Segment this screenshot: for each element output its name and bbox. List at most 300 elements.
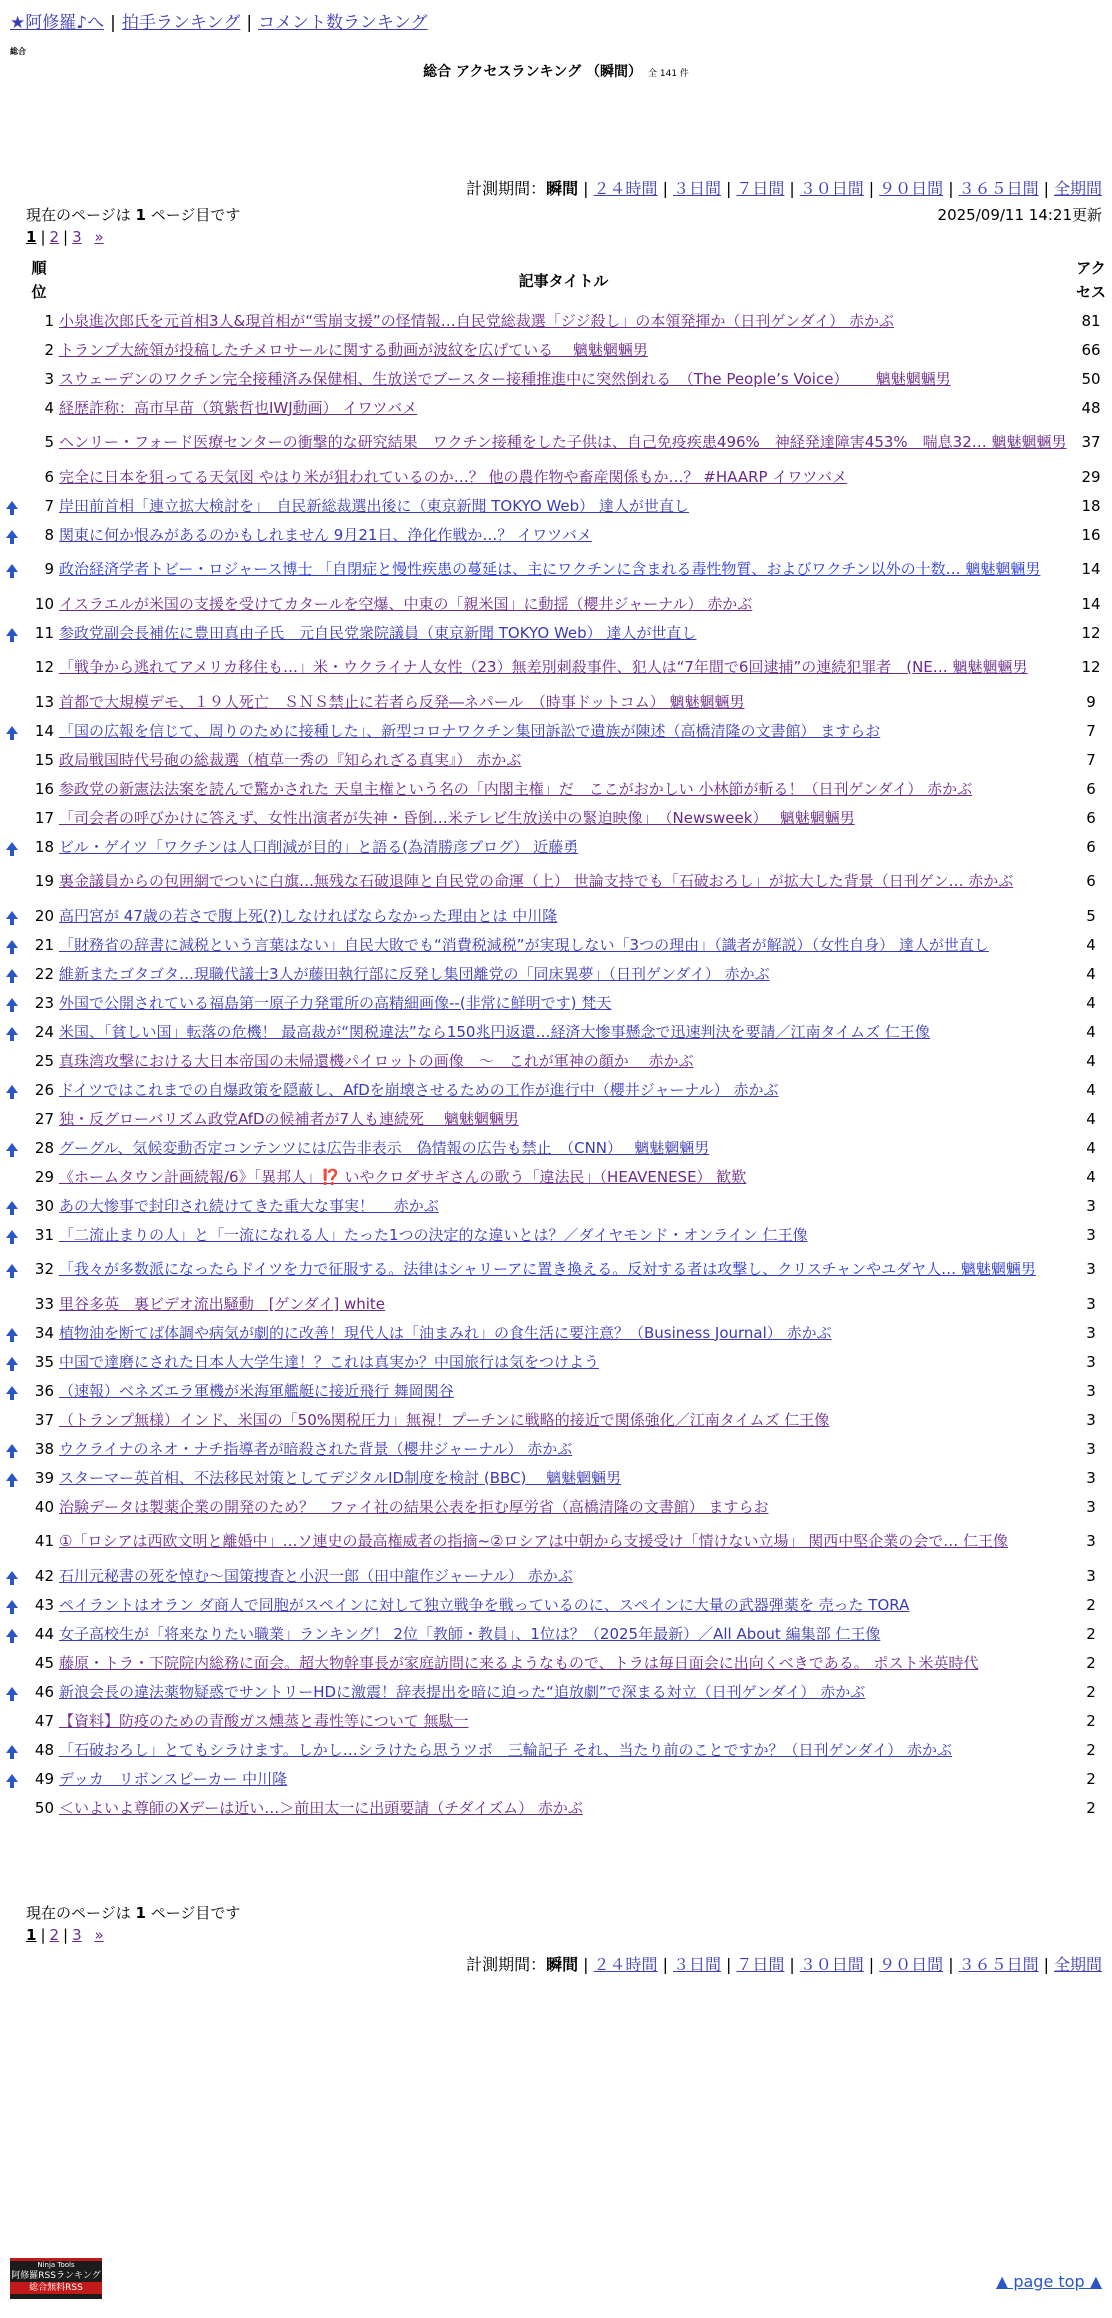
pager-separator: | — [63, 228, 69, 246]
access-count: 3 — [1086, 1381, 1096, 1400]
rank-number: 40 — [34, 1497, 54, 1516]
updated-timestamp: 2025/09/11 14:21更新 — [937, 206, 1102, 224]
article-title-link[interactable]: 参政党の新憲法法案を読んで驚かされた 天皇主権という名の「内閣主権」だ ここがおかしい 小林節が斬る！（日刊ゲンダイ） 赤かぶ — [59, 779, 973, 798]
rank-up-arrow-icon — [6, 1571, 18, 1579]
rank-number: 18 — [34, 837, 54, 856]
rank-up-arrow-icon — [6, 530, 18, 538]
access-count: 4 — [1086, 1167, 1096, 1186]
rank-change-cell — [0, 422, 24, 462]
rank-number: 29 — [34, 1167, 54, 1186]
period-option-link[interactable]: 全期間 — [1053, 1955, 1102, 1974]
rank-change-cell — [0, 1347, 24, 1376]
table-row — [0, 1249, 1112, 1289]
table-row — [0, 930, 1112, 959]
rank-change-cell — [0, 393, 24, 422]
rank-number: 15 — [34, 750, 54, 769]
period-option-link[interactable]: ３６５日間 — [958, 179, 1039, 198]
rank-up-arrow-icon — [6, 628, 18, 636]
article-title-link[interactable]: ①「ロシアは西欧文明と離婚中」…ソ連史の最高権威者の指摘~②ロシアは中朝から支援受け「情けない立場」 関西中堅企業の会で… 仁王像 — [59, 1532, 1009, 1550]
rank-change-cell — [0, 589, 24, 618]
rank-change-cell — [0, 1764, 24, 1793]
period-option-link[interactable]: ３日間 — [672, 1955, 721, 1974]
rank-change-cell — [0, 549, 24, 589]
pager-bottom — [26, 1926, 104, 1944]
period-option-link[interactable]: ２４時間 — [593, 1955, 658, 1974]
title-cell — [57, 335, 1070, 364]
rank-change-cell — [0, 364, 24, 393]
nav-separator: | — [246, 13, 253, 33]
access-count: 50 — [1081, 369, 1101, 388]
access-count: 4 — [1086, 1138, 1096, 1157]
table-row — [0, 335, 1112, 364]
clap-ranking-link[interactable]: 拍手ランキング — [121, 13, 241, 33]
rank-number: 48 — [34, 1740, 54, 1759]
access-count: 29 — [1081, 467, 1101, 486]
rank-change-cell — [0, 335, 24, 364]
rank-number: 26 — [34, 1080, 54, 1099]
table-row — [0, 618, 1112, 647]
period-option-link[interactable]: ３日間 — [672, 179, 721, 198]
article-title-link[interactable]: 女子高校生が「将来なりたい職業」ランキング！ 2位「教師・教員」、1位は？（2025年最新）／All About 編集部 仁王像 — [59, 1624, 881, 1643]
article-title-link[interactable]: デッカ リボンスピーカー 中川隆 — [59, 1769, 288, 1788]
pager-separator: | — [40, 228, 46, 246]
article-title-link[interactable]: 「二流止まりの人」と「一流になれる人」たった1つの決定的な違いとは？／ダイヤモンド・オンライン 仁王像 — [59, 1225, 808, 1244]
table-row — [0, 549, 1112, 589]
page-info-post: ページ目です — [145, 206, 241, 224]
rank-up-arrow-icon — [6, 1386, 18, 1394]
table-row — [0, 687, 1112, 716]
article-title-link[interactable]: 「我々が多数派になったらドイツを力で征服する。法律はシャリーアに置き換える。反対する者は攻撃し、クリスチャンやユダヤ人… 魑魅魍魎男 — [59, 1260, 1036, 1278]
pager-separator: | — [40, 1926, 46, 1944]
access-count: 2 — [1086, 1769, 1096, 1788]
rank-number: 13 — [34, 692, 54, 711]
rank-number: 45 — [34, 1653, 54, 1672]
table-row — [0, 1405, 1112, 1434]
rank-number: 31 — [34, 1225, 54, 1244]
page-info-post: ページ目です — [145, 1904, 241, 1922]
title-cell — [57, 1521, 1070, 1561]
pager-page-link[interactable]: 1 — [26, 228, 37, 246]
article-title-link[interactable]: 岸田前首相「連立拡大検討を」 自民新総裁選出後に（東京新聞 TOKYO Web） 達人が世直し — [59, 496, 689, 515]
rank-change-cell — [0, 1075, 24, 1104]
article-title-link[interactable]: トランプ大統領が投稿したチメロサールに関する動画が波紋を広げている 魑魅魍魎男 — [59, 340, 648, 359]
access-count: 4 — [1086, 1022, 1096, 1041]
rank-change-cell — [0, 618, 24, 647]
rank-change-cell — [0, 959, 24, 988]
article-title-link[interactable]: 高円宮が 47歳の若さで腹上死(?)しなければならなかった理由とは 中川隆 — [59, 906, 558, 925]
period-option-link[interactable]: ３６５日間 — [958, 1955, 1039, 1974]
rank-up-arrow-icon — [6, 564, 18, 572]
access-count: 3 — [1086, 1260, 1096, 1278]
article-title-link[interactable]: グーグル、気候変動否定コンテンツには広告非表示 偽情報の広告も禁止 （CNN） 魑魅魍魎男 — [59, 1138, 710, 1157]
header-count: アクセス — [1075, 259, 1106, 301]
title-cell — [57, 491, 1070, 520]
access-count: 7 — [1086, 750, 1096, 769]
period-separator: | — [789, 179, 795, 198]
period-separator: | — [948, 179, 954, 198]
rank-change-cell — [0, 901, 24, 930]
period-option-link[interactable]: ７日間 — [736, 1955, 785, 1974]
table-row — [0, 1521, 1112, 1561]
article-title-link[interactable]: 関東に何か恨みがあるのかもしれません 9月21日、浄化作戦か…？ イワツバメ — [59, 525, 592, 544]
title-cell — [57, 1405, 1070, 1434]
title-cell — [57, 1648, 1070, 1677]
table-row — [0, 1318, 1112, 1347]
top-nav — [10, 8, 428, 33]
rank-number: 50 — [34, 1798, 54, 1817]
article-title-link[interactable]: 中国で達磨にされた日本人大学生達！？これは真実か？中国旅行は気をつけよう — [59, 1352, 600, 1371]
article-title-link[interactable]: 藤原・トラ・下院院内総務に面会。超大物幹事長が家庭訪問に来るようなもので、トラは毎日面会に出向くべきである。 ポスト米英時代 — [59, 1653, 979, 1672]
title-cell — [57, 647, 1070, 687]
access-count: 66 — [1081, 340, 1101, 359]
title-cell — [57, 462, 1070, 491]
access-count: 2 — [1086, 1595, 1096, 1614]
title-cell — [57, 1764, 1070, 1793]
article-title-link[interactable]: 政治経済学者トビー・ロジャース博士 「自閉症と慢性疾患の蔓延は、主にワクチンに含まれる毒性物質、およびワクチン以外の十数… 魑魅魍魎男 — [59, 560, 1041, 578]
title-cell — [57, 687, 1070, 716]
article-title-link[interactable]: ドイツではこれまでの自爆政策を隠蔽し、AfDを崩壊させるための工作が進行中（櫻井ジャーナル） 赤かぶ — [59, 1080, 779, 1099]
period-separator: | — [1043, 179, 1049, 198]
access-count: 3 — [1086, 1566, 1096, 1585]
rank-change-cell — [0, 306, 24, 335]
rank-up-arrow-icon — [6, 842, 18, 850]
title-cell — [57, 1075, 1070, 1104]
article-title-link[interactable]: スウェーデンのワクチン完全接種済み保健相、生放送でブースター接種推進中に突然倒れる （The People’s Voice） 魑魅魍魎男 — [59, 369, 951, 388]
table-row — [0, 832, 1112, 861]
article-title-link[interactable]: 小泉進次郎氏を元首相3人&現首相が“雪崩支援”の怪情報…自民党総裁選「ジジ殺し」の本領発揮か（日刊ゲンダイ） 赤かぶ — [59, 311, 894, 330]
article-title-link[interactable]: ＜いよいよ尊師のXデーは近い…＞前田太一に出頭要請（チダイズム） 赤かぶ — [59, 1798, 583, 1817]
period-separator: | — [1043, 1955, 1049, 1974]
access-count: 48 — [1081, 398, 1101, 417]
article-title-link[interactable]: 《ホームタウン計画続報/6》「異邦人」⁉️ いやクロダサギさんの歌う「違法民」（HEAVENESE） 歓歎 — [59, 1167, 747, 1186]
pager-page-link[interactable]: 3 — [72, 1926, 82, 1944]
rank-up-arrow-icon — [6, 911, 18, 919]
rank-change-cell — [0, 1735, 24, 1764]
access-count: 6 — [1086, 779, 1096, 798]
access-count: 9 — [1086, 692, 1096, 711]
pager-next-link[interactable]: » — [94, 228, 104, 246]
article-title-link[interactable]: 「戦争から逃れてアメリカ移住も…」米・ウクライナ人女性（23）無差別刺殺事件、犯人は“7年間で6回逮捕”の連続犯罪者 (NE… 魑魅魍魎男 — [59, 658, 1028, 676]
rank-change-cell — [0, 1104, 24, 1133]
table-row — [0, 422, 1112, 462]
article-title-link[interactable]: ペイラントはオラン ダ商人で同胞がスペインに対して独立戦争を戦っているのに、スペインに大量の武器弾薬を 売った TORA — [59, 1595, 910, 1614]
home-link[interactable]: ★阿修羅♪へ — [10, 13, 105, 33]
period-separator: | — [725, 1955, 732, 1974]
table-row — [0, 1191, 1112, 1220]
rank-number: 10 — [34, 594, 54, 613]
title-cell — [57, 1590, 1070, 1619]
rank-change-cell — [0, 1289, 24, 1318]
rank-number: 3 — [44, 369, 54, 388]
article-title-link[interactable]: 「司会者の呼びかけに答えず、女性出演者が失神・昏倒…米テレビ生放送中の緊迫映像」 （Newsweek） 魑魅魍魎男 — [59, 808, 855, 827]
period-option-link[interactable]: ３０日間 — [799, 179, 864, 198]
rank-number: 30 — [34, 1196, 54, 1215]
rank-change-cell — [0, 774, 24, 803]
rank-number: 19 — [34, 872, 54, 890]
article-title-link[interactable]: 経歴詐称：高市早苗（筑紫哲也IWJ動画） イワツバメ — [59, 398, 418, 417]
article-title-link[interactable]: 里谷多英 裏ビデオ流出騒動 [ゲンダイ] white — [59, 1294, 386, 1313]
rank-number: 32 — [34, 1260, 54, 1278]
table-row — [0, 1376, 1112, 1405]
article-title-link[interactable]: 首都で大規模デモ、１９人死亡 ＳＮＳ禁止に若者ら反発―ネパール （時事ドットコム） 魑魅魍魎男 — [59, 692, 745, 711]
ranking-body — [0, 306, 1112, 1822]
article-title-link[interactable]: スターマー英首相、不法移民対策としてデジタルID制度を検討 (BBC) 魑魅魍魎男 — [59, 1468, 622, 1487]
access-count: 6 — [1086, 872, 1096, 890]
period-separator: | — [583, 179, 589, 198]
title-cell — [57, 1561, 1070, 1590]
title-cell — [57, 1492, 1070, 1521]
title-cell — [57, 1017, 1070, 1046]
ninja-tools-logo[interactable] — [10, 2258, 102, 2299]
period-separator: | — [662, 179, 668, 198]
pager-page-link[interactable]: 2 — [49, 228, 60, 246]
title-cell — [57, 1191, 1070, 1220]
access-count: 14 — [1081, 560, 1101, 578]
rank-change-cell — [0, 1590, 24, 1619]
table-row — [0, 393, 1112, 422]
comment-ranking-link[interactable]: コメント数ランキング — [258, 13, 428, 33]
table-row — [0, 1434, 1112, 1463]
rank-number: 5 — [44, 433, 54, 451]
rank-number: 6 — [44, 467, 54, 486]
article-title-link[interactable]: 裏金議員からの包囲網でついに白旗…無残な石破退陣と自民党の命運（上） 世論支持でも「石破おろし」が拡大した背景（日刊ゲン… 赤かぶ — [59, 872, 1014, 890]
rank-change-cell — [0, 1376, 24, 1405]
article-title-link[interactable]: （速報）ベネズエラ軍機が米海軍艦艇に接近飛行 舞岡関谷 — [59, 1381, 454, 1400]
table-row — [0, 1075, 1112, 1104]
title-cell — [57, 716, 1070, 745]
rank-up-arrow-icon — [6, 1264, 18, 1272]
rank-change-cell — [0, 1793, 24, 1822]
article-title-link[interactable]: あの大惨事で封印され続けてきた重大な事実！ 赤かぶ — [59, 1196, 439, 1215]
title-cell — [57, 832, 1070, 861]
rank-up-arrow-icon — [6, 1085, 18, 1093]
rank-up-arrow-icon — [6, 1687, 18, 1695]
rank-change-cell — [0, 1619, 24, 1648]
period-label: 計測期間： — [466, 1955, 547, 1974]
title-cell — [57, 364, 1070, 393]
table-row — [0, 803, 1112, 832]
header-arrow — [0, 254, 24, 306]
table-row — [0, 1133, 1112, 1162]
article-title-link[interactable]: 政局戦国時代号砲の総裁選（植草一秀の『知られざる真実』） 赤かぶ — [59, 750, 522, 769]
access-count: 12 — [1081, 623, 1101, 642]
period-option-link[interactable]: ９０日間 — [879, 1955, 944, 1974]
article-title-link[interactable]: 独・反グローバリズム政党AfDの候補者が7人も連続死 魑魅魍魎男 — [59, 1109, 519, 1128]
table-row — [0, 1463, 1112, 1492]
table-row — [0, 364, 1112, 393]
title-cell — [57, 1347, 1070, 1376]
access-count: 5 — [1086, 906, 1096, 925]
access-count: 14 — [1081, 594, 1101, 613]
rank-up-arrow-icon — [6, 1143, 18, 1151]
title-cell — [57, 1376, 1070, 1405]
rank-change-cell — [0, 462, 24, 491]
rank-up-arrow-icon — [6, 1629, 18, 1637]
pager-page-link[interactable]: 2 — [49, 1926, 60, 1944]
article-title-link[interactable]: 新浪会長の違法薬物疑惑でサントリーHDに激震！辞表提出を暗に迫った“追放劇”で深まる対立（日刊ゲンダイ） 赤かぶ — [59, 1682, 866, 1701]
rank-number: 39 — [34, 1468, 54, 1487]
pager-next-link[interactable]: » — [94, 1926, 104, 1944]
rank-up-arrow-icon — [6, 1600, 18, 1608]
page-info-num: 1 — [135, 1904, 146, 1922]
rank-number: 27 — [34, 1109, 54, 1128]
article-title-link[interactable]: 「石破おろし」とてもシラけます。しかし…シラけたら思うツボ 三輪記子 それ、当たり前のことですか？（日刊ゲンダイ） 赤かぶ — [59, 1740, 953, 1759]
access-count: 2 — [1086, 1740, 1096, 1759]
article-title-link[interactable]: 完全に日本を狙ってる天気図 やはり米が狙われているのか…？ 他の農作物や畜産関係もか…？ #HAARP イワツバメ — [59, 467, 848, 486]
rank-number: 44 — [34, 1624, 54, 1643]
rank-change-cell — [0, 1677, 24, 1706]
logo-line3: 総合無料RSS — [10, 2282, 102, 2294]
rank-up-arrow-icon — [6, 940, 18, 948]
article-title-link[interactable]: （トランプ無様）インド、米国の「50%関税圧力」無視！プーチンに戦略的接近で関係強化／江南タイムズ 仁王像 — [59, 1410, 830, 1429]
rank-up-arrow-icon — [6, 1473, 18, 1481]
rank-up-arrow-icon — [6, 998, 18, 1006]
rank-change-cell — [0, 861, 24, 901]
access-count: 3 — [1086, 1532, 1096, 1550]
title-cell — [57, 1619, 1070, 1648]
rank-change-cell — [0, 716, 24, 745]
rank-up-arrow-icon — [6, 1444, 18, 1452]
period-option-link[interactable]: ９０日間 — [879, 179, 944, 198]
rank-change-cell — [0, 647, 24, 687]
article-title-link[interactable]: イスラエルが米国の支援を受けてカタールを空爆、中東の「親米国」に動揺（櫻井ジャーナル） 赤かぶ — [59, 594, 753, 613]
title-cell — [57, 1162, 1070, 1191]
table-row — [0, 520, 1112, 549]
article-title-link[interactable]: ヘンリー・フォード医療センターの衝撃的な研究結果 ワクチン接種をした子供は、自己免疫疾患496% 神経発達障害453% 喘息32… 魑魅魍魎男 — [59, 433, 1067, 451]
article-title-link[interactable]: 「財務省の辞書に減税という言葉はない」自民大敗でも“消費税減税”が実現しない「3つの理由」（識者が解説）（女性自身） 達人が世直し — [59, 935, 989, 954]
title-cell — [57, 1677, 1070, 1706]
title-cell — [57, 1133, 1070, 1162]
page-title-text: 総合 アクセスランキング （瞬間） — [423, 64, 642, 80]
rank-number: 21 — [34, 935, 54, 954]
rank-change-cell — [0, 1046, 24, 1075]
access-count: 2 — [1086, 1682, 1096, 1701]
rank-change-cell — [0, 1191, 24, 1220]
access-count: 2 — [1086, 1711, 1096, 1730]
table-row — [0, 1793, 1112, 1822]
title-cell — [57, 306, 1070, 335]
table-row — [0, 1492, 1112, 1521]
access-count: 2 — [1086, 1624, 1096, 1643]
article-title-link[interactable]: 真珠湾攻撃における大日本帝国の未帰還機パイロットの画像 ～ これが軍神の顔か 赤かぶ — [59, 1051, 694, 1070]
article-title-link[interactable]: 植物油を断てば体調や病気が劇的に改善！現代人は「油まみれ」の食生活に要注意？（Business Journal） 赤かぶ — [59, 1323, 832, 1342]
rank-number: 7 — [44, 496, 54, 515]
rank-number: 34 — [34, 1323, 54, 1342]
item-count: 全 141 件 — [648, 69, 689, 79]
table-row — [0, 745, 1112, 774]
access-count: 6 — [1086, 808, 1096, 827]
access-count: 3 — [1086, 1468, 1096, 1487]
rank-up-arrow-icon — [6, 969, 18, 977]
table-row — [0, 959, 1112, 988]
rank-number: 42 — [34, 1566, 54, 1585]
access-count: 4 — [1086, 993, 1096, 1012]
article-title-link[interactable]: 外国で公開されている福島第一原子力発電所の高精細画像--(非常に鮮明です) 梵天 — [59, 993, 612, 1012]
table-row — [0, 988, 1112, 1017]
category-tag: 総合 — [10, 47, 26, 56]
title-cell — [57, 774, 1070, 803]
access-count: 3 — [1086, 1323, 1096, 1342]
table-row — [0, 1561, 1112, 1590]
title-cell — [57, 1046, 1070, 1075]
page-top-link[interactable]: ▲ page top ▲ — [995, 2272, 1102, 2291]
rank-change-cell — [0, 491, 24, 520]
article-title-link[interactable]: ビル・ゲイツ「ワクチンは人口削減が目的」と語る(為清勝彦ブログ） 近藤勇 — [59, 837, 579, 856]
period-option-link[interactable]: ２４時間 — [593, 179, 658, 198]
period-option-link[interactable]: 全期間 — [1053, 179, 1102, 198]
rank-number: 24 — [34, 1022, 54, 1041]
table-row — [0, 1619, 1112, 1648]
table-row — [0, 1162, 1112, 1191]
access-count: 2 — [1086, 1653, 1096, 1672]
article-title-link[interactable]: 石川元秘書の死を悼む～国策捜査と小沢一郎（田中龍作ジャーナル） 赤かぶ — [59, 1566, 573, 1585]
rank-number: 33 — [34, 1294, 54, 1313]
article-title-link[interactable]: 維新またゴタゴタ…現職代議士3人が藤田執行部に反発し集団離党の「同床異夢」（日刊ゲンダイ） 赤かぶ — [59, 964, 770, 983]
header-rank: 順位 — [31, 259, 47, 301]
rank-change-cell — [0, 1220, 24, 1249]
page-info-top — [26, 204, 240, 225]
article-title-link[interactable]: 治験データは製薬企業の開発のため？ ファイ社の結果公表を拒む厚労省（高橋清隆の文書館） ますらお — [59, 1497, 769, 1516]
logo-line1: Ninja Tools — [37, 2261, 75, 2269]
rank-change-cell — [0, 1706, 24, 1735]
table-row — [0, 1648, 1112, 1677]
pager-page-link[interactable]: 3 — [72, 228, 82, 246]
article-title-link[interactable]: 参政党副会長補佐に豊田真由子氏 元自民党衆院議員（東京新聞 TOKYO Web） 達人が世直し — [59, 623, 697, 642]
table-row — [0, 306, 1112, 335]
pager-page-link[interactable]: 1 — [26, 1926, 37, 1944]
page-info-pre: 現在のページは — [26, 1904, 136, 1922]
table-row — [0, 716, 1112, 745]
rank-change-cell — [0, 1162, 24, 1191]
rank-change-cell — [0, 832, 24, 861]
access-count: 4 — [1086, 1109, 1096, 1128]
period-separator: | — [725, 179, 732, 198]
rank-change-cell — [0, 930, 24, 959]
period-option-link[interactable]: ３０日間 — [799, 1955, 864, 1974]
rank-number: 46 — [34, 1682, 54, 1701]
access-count: 3 — [1086, 1225, 1096, 1244]
access-count: 6 — [1086, 837, 1096, 856]
table-row — [0, 901, 1112, 930]
rank-number: 47 — [34, 1711, 54, 1730]
rank-number: 9 — [44, 560, 54, 578]
article-title-link[interactable]: 米国、「貧しい国」転落の危機！ 最高裁が“関税違法”なら150兆円返還…経済大惨事懸念で迅速判決を要請／江南タイムズ 仁王像 — [59, 1022, 930, 1041]
access-count: 4 — [1086, 1080, 1096, 1099]
rank-change-cell — [0, 1249, 24, 1289]
table-row — [0, 1590, 1112, 1619]
rank-number: 23 — [34, 993, 54, 1012]
rank-number: 35 — [34, 1352, 54, 1371]
rank-change-cell — [0, 1434, 24, 1463]
period-selector-top — [466, 176, 1102, 199]
access-count: 4 — [1086, 1051, 1096, 1070]
rank-change-cell — [0, 988, 24, 1017]
table-row — [0, 1017, 1112, 1046]
article-title-link[interactable]: 「国の広報を信じて、周りのために接種した」、新型コロナワクチン集団訴訟で遺族が陳述（高橋清隆の文書館） ますらお — [59, 721, 881, 740]
rank-number: 43 — [34, 1595, 54, 1614]
rank-number: 17 — [34, 808, 54, 827]
title-cell — [57, 1463, 1070, 1492]
article-title-link[interactable]: ウクライナのネオ・ナチ指導者が暗殺された背景（櫻井ジャーナル） 赤かぶ — [59, 1439, 573, 1458]
access-count: 3 — [1086, 1410, 1096, 1429]
article-title-link[interactable]: 【資料】防疫のための青酸ガス燻蒸と毒性等について 無駄一 — [59, 1711, 469, 1730]
header-title: 記事タイトル — [518, 271, 609, 290]
table-row — [0, 1677, 1112, 1706]
table-row — [0, 462, 1112, 491]
period-option-link[interactable]: ７日間 — [736, 179, 785, 198]
period-separator: | — [662, 1955, 668, 1974]
table-header-row — [0, 254, 1112, 306]
